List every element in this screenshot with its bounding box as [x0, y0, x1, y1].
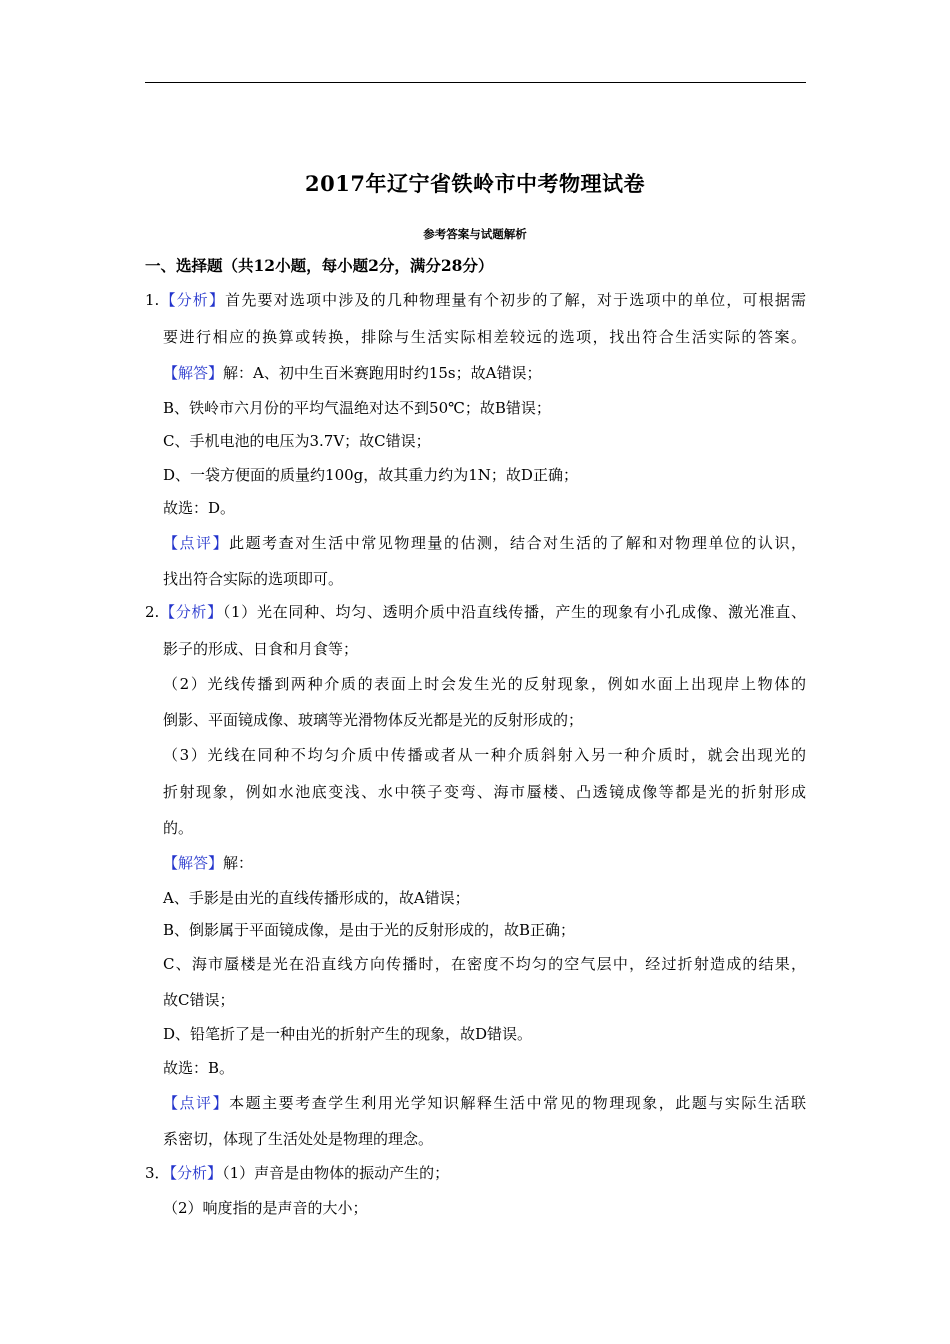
q2-answer-line-5: 故C错误；: [163, 991, 235, 1009]
q1-answer-line-5: 故选：D。: [163, 499, 236, 517]
q1-answer-line-3: C、手机电池的电压为3.7V；故C错误；: [163, 432, 431, 450]
q3-number: 3．: [145, 1164, 170, 1182]
q2-analysis-line-3: （2）光线传播到两种介质的表面上时会发生光的反射现象，例如水面上出现岸上物体的: [163, 675, 806, 693]
q2-answer-line-4: C、海市蜃楼是光在沿直线方向传播时，在密度不均匀的空气层中，经过折射造成的结果，: [163, 955, 806, 973]
q2-answer-line-1: 【解答】解：: [163, 854, 254, 872]
q2-comment-line-1: 【点评】本题主要考查学生利用光学知识解释生活中常见的物理现象，此题与实际生活联: [163, 1094, 806, 1112]
q3-analysis-line-2: （2）响度指的是声音的大小；: [163, 1199, 368, 1217]
q1-comment-line-1: 【点评】此题考查对生活中常见物理量的估测，结合对生活的了解和对物理单位的认识，: [163, 534, 806, 552]
q2-comment-tag: 【点评】: [163, 1094, 230, 1112]
page-subtitle: 参考答案与试题解析: [423, 227, 527, 241]
section-heading: 一、选择题（共12小题，每小题2分，满分28分）: [145, 256, 494, 275]
q1-analysis-line-2: 要进行相应的换算或转换，排除与生活实际相差较远的选项，找出符合生活实际的答案。: [163, 328, 806, 346]
q1-analysis-tag: 【分析】: [159, 291, 226, 309]
q2-answer-line-6: D、铅笔折了是一种由光的折射产生的现象，故D错误。: [163, 1025, 533, 1043]
q3-analysis-line-1: 3．【分析】（1）声音是由物体的振动产生的；: [145, 1164, 450, 1182]
header-rule: [145, 82, 806, 83]
q2-answer-tag: 【解答】: [163, 854, 224, 872]
q1-answer-line-4: D、一袋方便面的质量约100g，故其重力约为1N；故D正确；: [163, 466, 578, 484]
q2-answer-line-3: B、倒影属于平面镜成像，是由于光的反射形成的，故B正确；: [163, 921, 576, 939]
q3-analysis-tag: 【分析】: [169, 1164, 223, 1182]
page-title: 2017年辽宁省铁岭市中考物理试卷: [305, 171, 645, 196]
q1-comment-tag: 【点评】: [163, 534, 230, 552]
q1-answer-line-2: B、铁岭市六月份的平均气温绝对达不到50℃；故B错误；: [163, 399, 551, 417]
q2-answer-line-7: 故选：B。: [163, 1059, 235, 1077]
q2-analysis-tag: 【分析】: [159, 603, 223, 621]
q2-analysis-line-1: 2.【分析】（1）光在同种、均匀、透明介质中沿直线传播，产生的现象有小孔成像、激光准直、: [145, 603, 806, 621]
q2-number: 2.: [145, 603, 160, 621]
q2-analysis-line-7: 的。: [163, 819, 194, 837]
q1-answer-tag: 【解答】: [163, 364, 224, 382]
q2-analysis-line-2: 影子的形成、日食和月食等；: [163, 640, 359, 658]
q1-comment-line-2: 找出符合实际的选项即可。: [163, 570, 344, 588]
q2-comment-line-2: 系密切，体现了生活处处是物理的理念。: [163, 1130, 434, 1148]
q2-analysis-line-4: 倒影、平面镜成像、玻璃等光滑物体反光都是光的反射形成的；: [163, 711, 584, 729]
q2-answer-line-2: A、手影是由光的直线传播形成的，故A错误；: [163, 889, 470, 907]
q1-analysis-line-1: 1.【分析】首先要对选项中涉及的几种物理量有个初步的了解，对于选项中的单位，可根据需: [145, 291, 806, 309]
q2-analysis-line-6: 折射现象，例如水池底变浅、水中筷子变弯、海市蜃楼、凸透镜成像等都是光的折射形成: [163, 783, 806, 801]
q1-number: 1.: [145, 291, 160, 309]
q2-analysis-line-5: （3）光线在同种不均匀介质中传播或者从一种介质斜射入另一种介质时，就会出现光的: [163, 746, 806, 764]
q1-answer-line-1: 【解答】解：A、初中生百米赛跑用时约15s；故A错误；: [163, 364, 542, 382]
